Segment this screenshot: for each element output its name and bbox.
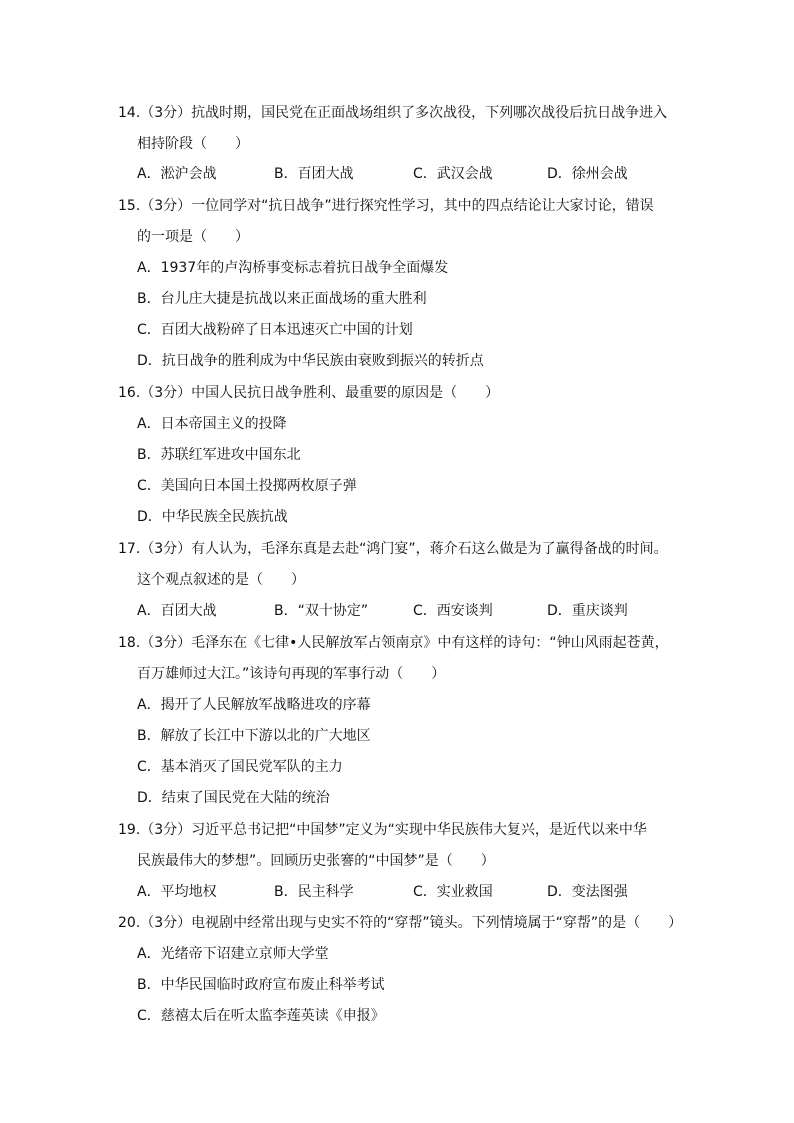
option-b: B．百团大战	[274, 166, 354, 182]
question-15-stem: 15.（3分）一位同学对“抗日战争”进行探究性学习，其中的四点结论让大家讨论，错误	[118, 198, 654, 214]
question-18-option-d: D．结束了国民党在大陆的统治	[137, 790, 330, 806]
question-18-option-b: B．解放了长江中下游以北的广大地区	[137, 728, 371, 744]
option-d: D．变法图强	[547, 884, 628, 900]
question-15-option-b: B．台儿庄大捷是抗战以来正面战场的重大胜利	[137, 291, 427, 307]
option-c: C．西安谈判	[413, 603, 493, 619]
question-16-option-a: A．日本帝国主义的投降	[137, 416, 287, 432]
option-c: C．实业救国	[413, 884, 493, 900]
question-16-stem: 16.（3分）中国人民抗日战争胜利、最重要的原因是（ ）	[118, 385, 500, 401]
question-15-option-c: C．百团大战粉碎了日本迅速灭亡中国的计划	[137, 322, 413, 338]
question-15-stem-cont: 的一项是（ ）	[137, 229, 249, 245]
question-18-stem-cont: 百万雄师过大江。”该诗句再现的军事行动（ ）	[137, 666, 446, 682]
question-19-stem-cont: 民族最伟大的梦想”。回顾历史张謇的“中国梦”是（ ）	[137, 853, 495, 869]
option-b: B．“双十协定”	[274, 603, 369, 619]
question-19-stem: 19.（3分）习近平总书记把“中国梦”定义为“实现中华民族伟大复兴，是近代以来中华	[118, 822, 647, 838]
question-16-option-d: D．中华民族全民族抗战	[137, 509, 288, 525]
question-20-option-b: B．中华民国临时政府宣布废止科举考试	[137, 977, 385, 993]
option-a: A．平均地权	[137, 884, 217, 900]
question-15-option-a: A．1937年的卢沟桥事变标志着抗日战争全面爆发	[137, 260, 449, 276]
question-14-stem-cont: 相持阶段（ ）	[137, 136, 249, 152]
question-14-options	[137, 164, 697, 184]
question-16-option-b: B．苏联红军进攻中国东北	[137, 447, 301, 463]
option-a: A．百团大战	[137, 603, 217, 619]
question-18-option-a: A．揭开了人民解放军战略进攻的序幕	[137, 697, 371, 713]
question-14-stem: 14.（3分）抗战时期，国民党在正面战场组织了多次战役，下列哪次战役后抗日战争进入	[118, 105, 668, 121]
option-d: D．重庆谈判	[547, 603, 628, 619]
question-19-options	[137, 882, 697, 902]
question-18-option-c: C．基本消灭了国民党军队的主力	[137, 759, 343, 775]
question-17-options	[137, 601, 697, 621]
question-20-option-a: A．光绪帝下诏建立京师大学堂	[137, 946, 329, 962]
option-a: A．淞沪会战	[137, 166, 217, 182]
question-20-option-c: C．慈禧太后在听太监李莲英读《申报》	[137, 1008, 385, 1024]
option-b: B．民主科学	[274, 884, 354, 900]
question-18-stem: 18.（3分）毛泽东在《七律•人民解放军占领南京》中有这样的诗句：“钟山风雨起苍黄，	[118, 635, 669, 651]
option-d: D．徐州会战	[547, 166, 628, 182]
question-20-stem: 20.（3分）电视剧中经常出现与史实不符的“穿帮”镜头。下列情境属于“穿帮”的是（ ）	[118, 915, 683, 931]
question-15-option-d: D．抗日战争的胜利成为中华民族由衰败到振兴的转折点	[137, 353, 484, 369]
option-c: C．武汉会战	[413, 166, 493, 182]
question-16-option-c: C．美国向日本国土投掷两枚原子弹	[137, 478, 357, 494]
question-17-stem-cont: 这个观点叙述的是（ ）	[137, 572, 305, 588]
question-17-stem: 17.（3分）有人认为，毛泽东真是去赴“鸿门宴”，蒋介石这么做是为了赢得备战的时间。	[118, 541, 668, 557]
